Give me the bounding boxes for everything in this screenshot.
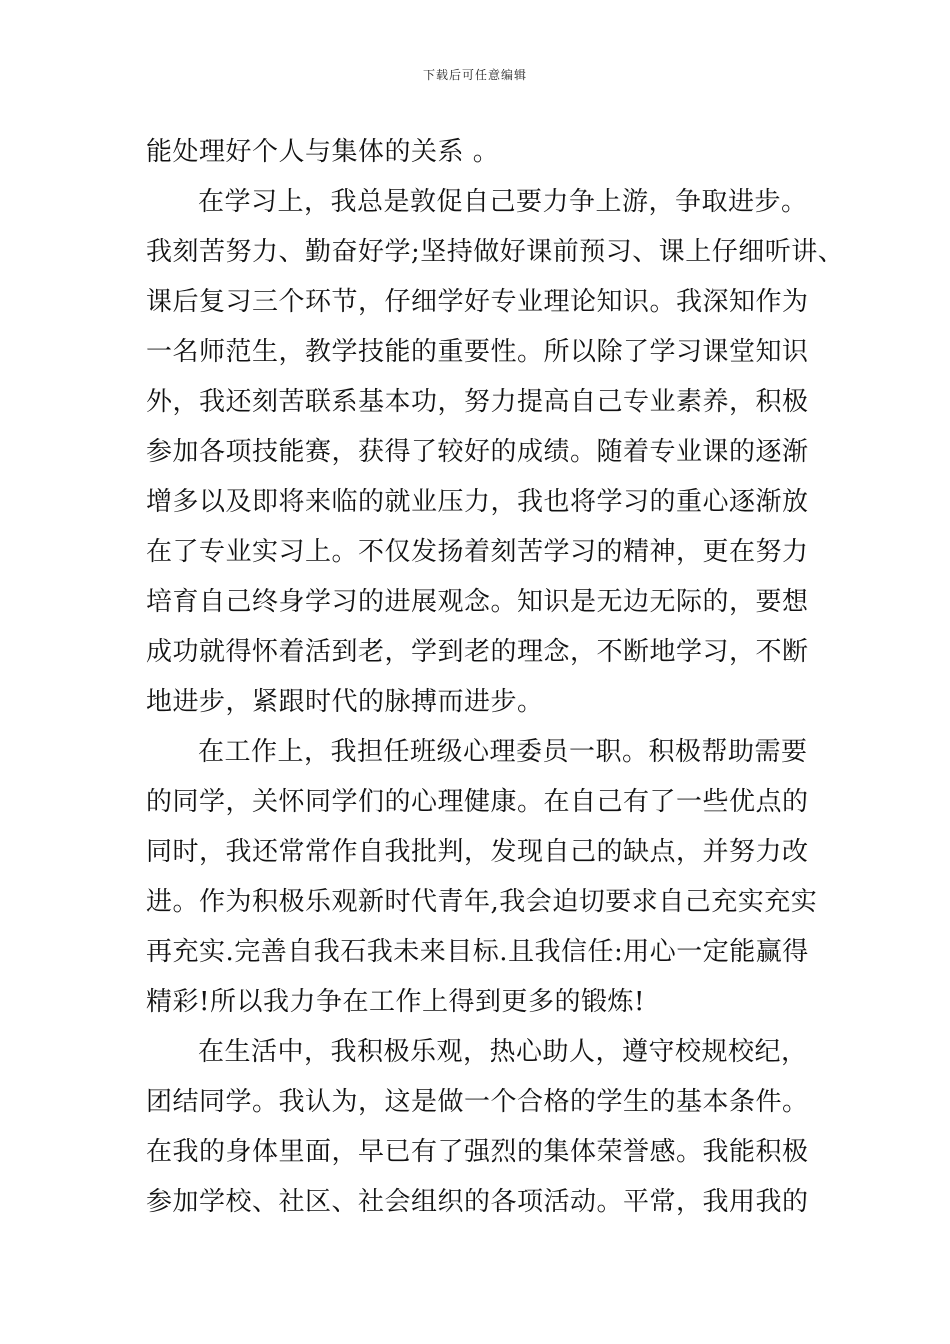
paragraph-start-line: 在工作上，我担任班级心理委员一职。积极帮助需要 [198,737,808,767]
text-line: 的同学，关怀同学们的心理健康。在自己有了一些优点的 [146,787,809,817]
text-line: 能处理好个人与集体的关系 。 [146,137,500,167]
text-line: 培育自己终身学习的进展观念。知识是无边无际的，要想 [146,587,809,617]
text-line: 地进步，紧跟时代的脉搏而进步。 [146,687,544,717]
text-line: 精彩!所以我力争在工作上得到更多的锻炼! [146,987,645,1017]
text-line: 课后复习三个环节，仔细学好专业理论知识。我深知作为 [146,287,809,317]
text-line: 参加学校、社区、社会组织的各项活动。平常，我用我的 [146,1187,809,1217]
text-line: 在了专业实习上。不仅发扬着刻苦学习的精神，更在努力 [146,537,809,567]
text-line: 一名师范生，教学技能的重要性。所以除了学习课堂知识 [146,337,809,367]
text-line: 成功就得怀着活到老，学到老的理念，不断地学习，不断 [146,637,809,667]
text-line: 团结同学。我认为，这是做一个合格的学生的基本条件。 [146,1087,809,1117]
text-line: 在我的身体里面，早已有了强烈的集体荣誉感。我能积极 [146,1137,809,1167]
text-line: 进。作为积极乐观新时代青年,我会迫切要求自己充实充实 [146,887,818,917]
paragraph-start-line: 在学习上，我总是敦促自己要力争上游，争取进步。 [198,187,808,217]
text-line: 同时，我还常常作自我批判，发现自己的缺点，并努力改 [146,837,809,867]
text-line: 再充实.完善自我石我未来目标.且我信任:用心一定能赢得 [146,937,809,967]
text-line: 增多以及即将来临的就业压力，我也将学习的重心逐渐放 [146,487,809,517]
text-line: 我刻苦努力、勤奋好学;坚持做好课前预习、课上仔细听讲、 [146,237,845,267]
text-line: 参加各项技能赛，获得了较好的成绩。随着专业课的逐渐 [146,437,809,467]
text-line: 外，我还刻苦联系基本功，努力提高自己专业素养，积极 [146,387,809,417]
page-header: 下载后可任意编辑 [422,68,527,82]
paragraph-start-line: 在生活中，我积极乐观，热心助人，遵守校规校纪， [198,1037,808,1067]
document-body [146,127,845,1227]
